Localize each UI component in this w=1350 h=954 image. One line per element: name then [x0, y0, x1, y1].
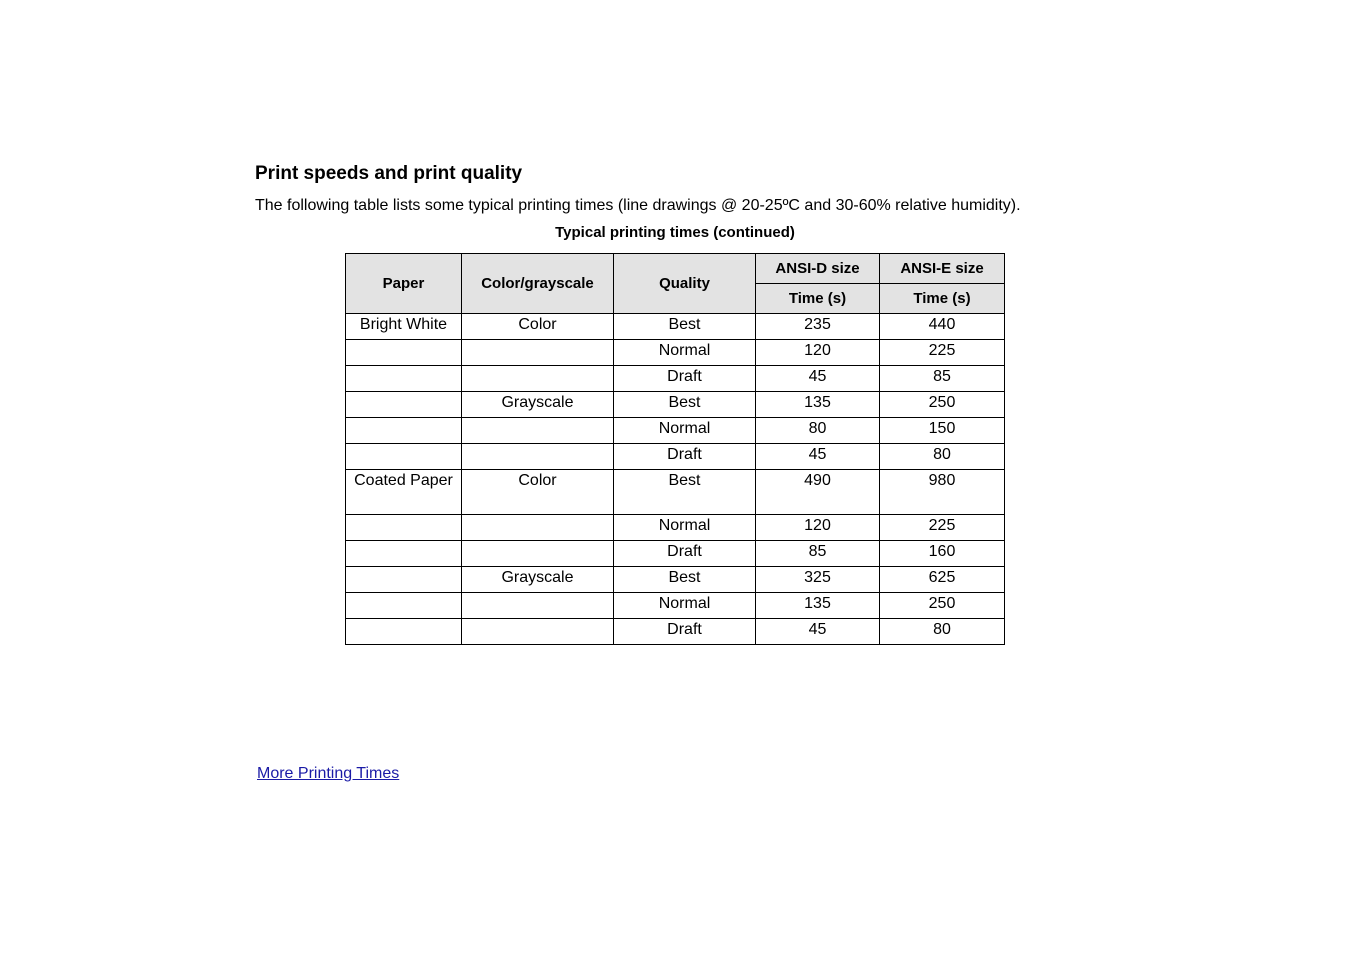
printing-times-table [345, 253, 1005, 645]
cell-color-grayscale [462, 593, 614, 619]
cell-ansi-d-time: 235 [756, 314, 880, 340]
cell-paper [346, 340, 462, 366]
cell-color-grayscale: Color [462, 314, 614, 340]
cell-ansi-e-time: 225 [880, 515, 1005, 541]
table-row [346, 340, 1005, 366]
cell-ansi-e-time: 625 [880, 567, 1005, 593]
cell-ansi-e-time: 250 [880, 593, 1005, 619]
cell-quality: Normal [614, 340, 756, 366]
table-body [346, 314, 1005, 645]
cell-paper [346, 567, 462, 593]
cell-ansi-d-time: 80 [756, 418, 880, 444]
table-row [346, 619, 1005, 645]
cell-quality: Draft [614, 444, 756, 470]
table-row [346, 567, 1005, 593]
cell-paper [346, 541, 462, 567]
table-row [346, 470, 1005, 515]
cell-paper: Bright White [346, 314, 462, 340]
header-ansi-d-size: ANSI-D size [756, 254, 880, 284]
table-row [346, 366, 1005, 392]
cell-ansi-d-time: 135 [756, 392, 880, 418]
intro-paragraph: The following table lists some typical printing times (line drawings @ 20-25ºC and 30-60% relative humidity). [255, 197, 1021, 214]
cell-color-grayscale: Color [462, 470, 614, 515]
cell-paper [346, 593, 462, 619]
cell-ansi-d-time: 45 [756, 366, 880, 392]
cell-color-grayscale [462, 366, 614, 392]
header-ansi-e-time: Time (s) [880, 284, 1005, 314]
cell-paper [346, 444, 462, 470]
table-row [346, 593, 1005, 619]
cell-paper [346, 366, 462, 392]
page-title: Print speeds and print quality [255, 163, 523, 184]
cell-ansi-e-time: 150 [880, 418, 1005, 444]
cell-color-grayscale [462, 515, 614, 541]
cell-quality: Normal [614, 418, 756, 444]
cell-ansi-d-time: 85 [756, 541, 880, 567]
cell-quality: Draft [614, 619, 756, 645]
cell-ansi-d-time: 490 [756, 470, 880, 515]
cell-ansi-d-time: 120 [756, 515, 880, 541]
cell-ansi-e-time: 85 [880, 366, 1005, 392]
cell-ansi-d-time: 45 [756, 444, 880, 470]
cell-color-grayscale [462, 340, 614, 366]
cell-ansi-e-time: 440 [880, 314, 1005, 340]
cell-color-grayscale [462, 444, 614, 470]
cell-quality: Best [614, 392, 756, 418]
cell-ansi-e-time: 160 [880, 541, 1005, 567]
cell-quality: Normal [614, 593, 756, 619]
cell-color-grayscale: Grayscale [462, 567, 614, 593]
table-row [346, 418, 1005, 444]
cell-color-grayscale [462, 541, 614, 567]
more-printing-times-link[interactable]: More Printing Times [257, 765, 400, 782]
cell-paper [346, 515, 462, 541]
table-row [346, 515, 1005, 541]
table-row [346, 392, 1005, 418]
cell-paper: Coated Paper [346, 470, 462, 515]
cell-ansi-e-time: 980 [880, 470, 1005, 515]
header-ansi-e-size: ANSI-E size [880, 254, 1005, 284]
cell-color-grayscale [462, 619, 614, 645]
cell-ansi-e-time: 80 [880, 619, 1005, 645]
cell-quality: Best [614, 567, 756, 593]
header-paper: Paper [346, 254, 462, 314]
cell-ansi-e-time: 80 [880, 444, 1005, 470]
cell-ansi-d-time: 120 [756, 340, 880, 366]
cell-quality: Normal [614, 515, 756, 541]
header-quality: Quality [614, 254, 756, 314]
cell-paper [346, 392, 462, 418]
table-row [346, 541, 1005, 567]
cell-ansi-e-time: 250 [880, 392, 1005, 418]
cell-quality: Draft [614, 541, 756, 567]
cell-ansi-d-time: 45 [756, 619, 880, 645]
cell-ansi-e-time: 225 [880, 340, 1005, 366]
cell-ansi-d-time: 325 [756, 567, 880, 593]
cell-paper [346, 418, 462, 444]
cell-quality: Draft [614, 366, 756, 392]
header-ansi-d-time: Time (s) [756, 284, 880, 314]
cell-paper [346, 619, 462, 645]
cell-color-grayscale [462, 418, 614, 444]
table-caption: Typical printing times (continued) [555, 224, 795, 241]
header-color-grayscale: Color/grayscale [462, 254, 614, 314]
table-row [346, 314, 1005, 340]
cell-ansi-d-time: 135 [756, 593, 880, 619]
table-row [346, 444, 1005, 470]
cell-color-grayscale: Grayscale [462, 392, 614, 418]
cell-quality: Best [614, 314, 756, 340]
cell-quality: Best [614, 470, 756, 515]
